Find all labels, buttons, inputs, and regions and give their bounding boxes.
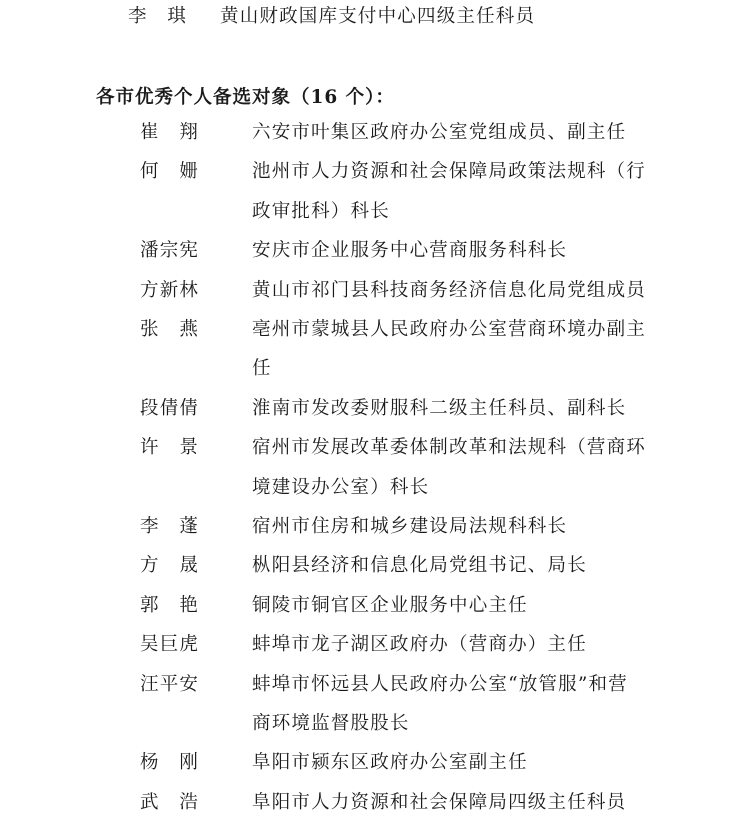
candidate-position: 蚌埠市龙子湖区政府办（营商办）主任 [252, 634, 587, 656]
candidate-row [0, 157, 749, 187]
candidate-position: 境建设办公室）科长 [252, 476, 430, 498]
candidate-row-continuation [0, 709, 749, 739]
candidate-position: 阜阳市人力资源和社会保障局四级主任科员 [252, 791, 627, 813]
candidate-row [0, 512, 749, 542]
candidate-name: 许 景 [140, 437, 200, 459]
candidate-row [0, 670, 749, 700]
candidate-name: 张 燕 [140, 319, 200, 340]
candidate-row [0, 394, 749, 424]
candidate-position: 政审批科）科长 [252, 200, 390, 222]
candidate-name: 杨 刚 [140, 752, 200, 774]
section-heading: 各市优秀个人备选对象（16 个）： [96, 87, 395, 108]
candidate-name: 吴巨虎 [140, 634, 200, 656]
candidate-name: 段倩倩 [140, 397, 200, 419]
candidate-position: 淮南市发改委财服科二级主任科员、副科长 [252, 397, 627, 419]
candidate-row [0, 276, 749, 306]
candidate-row [0, 748, 749, 778]
candidate-position: 商环境监督股股长 [252, 713, 410, 734]
candidate-position: 亳州市蒙城县人民政府办公室营商环境办副主 [252, 319, 647, 340]
candidate-name: 郭 艳 [140, 594, 200, 616]
candidate-position: 枞阳县经济和信息化局党组书记、局长 [252, 555, 587, 577]
candidate-name: 方新林 [140, 279, 200, 301]
candidate-name: 李 蓬 [140, 516, 200, 537]
candidate-row [0, 315, 749, 345]
candidate-position: 宿州市发展改革委体制改革和法规科（营商环 [252, 437, 647, 459]
candidate-position: 安庆市企业服务中心营商服务科科长 [252, 240, 568, 262]
candidate-row [0, 591, 749, 621]
candidate-row [0, 630, 749, 660]
candidate-position: 任 [252, 358, 272, 380]
candidate-name: 何 姗 [140, 161, 200, 183]
candidate-position: 池州市人力资源和社会保障局政策法规科（行 [252, 161, 647, 183]
candidate-row [0, 118, 749, 148]
candidate-row-continuation [0, 197, 749, 227]
candidate-position: 黄山市祁门县科技商务经济信息化局党组成员 [252, 279, 647, 301]
candidate-name: 方 晟 [140, 555, 200, 577]
candidate-row-continuation [0, 354, 749, 384]
candidate-position: 铜陵市铜官区企业服务中心主任 [252, 594, 528, 616]
candidate-row [0, 433, 749, 463]
candidate-row-continuation [0, 473, 749, 503]
top-entry-title: 黄山财政国库支付中心四级主任科员 [220, 6, 536, 27]
candidate-name: 潘宗宪 [140, 240, 200, 262]
candidate-position: 阜阳市颍东区政府办公室副主任 [252, 752, 528, 774]
candidate-row [0, 236, 749, 266]
top-entry-name: 李 琪 [128, 6, 188, 27]
candidate-row [0, 551, 749, 581]
candidate-name: 汪平安 [140, 673, 200, 695]
candidate-name: 武 浩 [140, 791, 200, 813]
candidate-position: 宿州市住房和城乡建设局法规科科长 [252, 516, 568, 537]
candidate-row [0, 788, 749, 818]
candidate-name: 崔 翔 [140, 122, 200, 143]
candidate-position: 蚌埠市怀远县人民政府办公室“放管服”和营 [252, 673, 628, 695]
candidate-position: 六安市叶集区政府办公室党组成员、副主任 [252, 122, 627, 143]
